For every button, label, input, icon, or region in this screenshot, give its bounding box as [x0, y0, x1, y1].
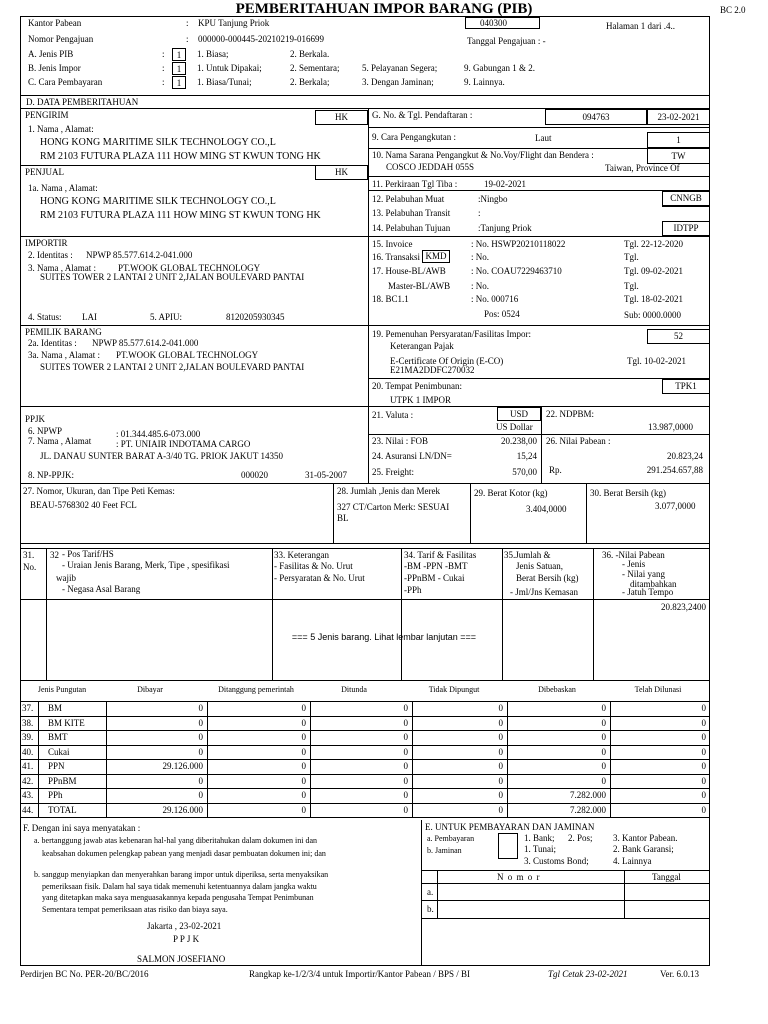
field-23-label: 23. Nilai : FOB: [372, 436, 429, 446]
jaminan-option: 3. Customs Bond;: [524, 856, 589, 866]
field-10-value: COSCO JEDDAH 055S: [386, 162, 475, 172]
table-cell: 0: [403, 732, 408, 742]
impor-option: 9. Gabungan 1 & 2.: [464, 63, 535, 73]
table-cell: 0: [701, 790, 706, 800]
declaration-a: a. bertanggung jawab atas kebenaran hal-hal yang diberitahukan dalam dokumen ini dan: [34, 836, 318, 845]
colon: :: [186, 18, 189, 28]
ppjk-alamat: JL. DANAU SUNTER BARAT A-3/40 TG. PRIOK JAKUT 14350: [40, 451, 284, 461]
table-cell: 0: [403, 746, 408, 757]
field-14-code: IDTPP: [662, 221, 710, 236]
cara-bayar-label: C. Cara Pembayaran: [28, 77, 103, 87]
importir-identitas-label: 2. Identitas :: [28, 250, 73, 260]
table-cell: 0: [498, 790, 503, 800]
field-29-value: 3.404,0000: [526, 504, 567, 514]
col-34-header: 34. Tarif & Fasilitas: [404, 550, 477, 560]
colon: :: [162, 63, 165, 73]
pib-option: 2. Berkala.: [290, 49, 330, 59]
field-19-number: E21MA2DDFC270032: [390, 365, 475, 375]
table-cell: 0: [198, 703, 203, 713]
pengirim-alamat: RM 2103 FUTURA PLAZA 111 HOW MING ST KWUN TONG HK: [40, 151, 321, 162]
np-ppjk-value: 000020: [241, 470, 268, 480]
field-28-value: 327 CT/Carton Merk: SESUAI: [337, 502, 450, 512]
barang-total: 20.823,2400: [661, 602, 706, 612]
col-36-header: - Nilai yang: [622, 569, 665, 579]
field-9-value: Laut: [535, 133, 552, 143]
table-cell: 0: [601, 703, 606, 713]
table-row-jenis: PPN: [48, 761, 65, 771]
field-19-cert: E-Certificate Of Origin (E-CO): [390, 356, 504, 366]
field-20-value: UTPK 1 IMPOR: [390, 395, 452, 405]
form-code: BC 2.0: [720, 5, 746, 15]
field-15-value: : No. HSWP20210118022: [471, 239, 566, 249]
table-cell: 0: [498, 746, 503, 757]
pungutan-header: Ditunda: [341, 685, 367, 694]
row-a-label: a.: [427, 887, 434, 897]
table-cell: 0: [301, 790, 306, 800]
table-cell: 0: [198, 732, 203, 742]
ppjk-nama: : PT. UNIAIR INDOTAMA CARGO: [116, 439, 251, 449]
field-16-label: 16. Transaksi: [372, 252, 421, 262]
signature-role: P P J K: [173, 934, 200, 944]
declaration-title: F. Dengan ini saya menyatakan :: [23, 823, 141, 833]
field-13-label: 13. Pelabuhan Transit: [372, 208, 451, 218]
declaration-a: keabsahan dokumen pelengkap pabean yang menjadi dasar pembuatan dokumen ini; dan: [42, 849, 326, 858]
table-row-line: [20, 803, 710, 804]
table-row-number: 42.: [22, 775, 34, 786]
table-cell: 0: [701, 746, 706, 757]
table-cell: 0: [701, 717, 706, 728]
pembayaran-label: a. Pembayaran: [427, 834, 475, 843]
col-35-header: Berat Bersih (kg): [516, 573, 579, 583]
table-row-line: [20, 817, 710, 818]
field-10-label: 10. Nama Sarana Pengangkut & No.Voy/Flight dan Bendera :: [372, 150, 594, 160]
table-cell: 29.126.000: [162, 804, 203, 815]
col-32: 32: [50, 550, 59, 560]
importir-alamat: SUITES TOWER 2 LANTAI 2 UNIT 2,JALAN BOULEVARD PANTAI: [40, 272, 305, 282]
field-19-date: Tgl. 10-02-2021: [627, 356, 686, 366]
table-row-jenis: TOTAL: [48, 804, 77, 815]
field-16-value: : No.: [471, 252, 489, 262]
pib-option: 1. Biasa;: [197, 49, 229, 59]
np-ppjk-date: 31-05-2007: [305, 470, 347, 480]
field-24-label: 24. Asuransi LN/DN=: [372, 451, 452, 461]
table-cell: 0: [301, 732, 306, 742]
field-23-value: 20.238,00: [501, 436, 537, 446]
jenis-pib-label: A. Jenis PIB: [28, 49, 74, 59]
table-row-number: 40.: [22, 746, 34, 757]
jenis-impor-label: B. Jenis Impor: [28, 63, 81, 73]
col-34-header: -PPnBM - Cukai: [404, 573, 465, 583]
field-19-ket: Keterangan Pajak: [390, 341, 454, 351]
tanggal-header: Tanggal: [652, 872, 681, 882]
table-row-jenis: PPh: [48, 790, 63, 800]
col-31: 31.: [23, 550, 35, 560]
apiu-label: 5. APIU:: [150, 312, 183, 322]
table-cell: 7.282.000: [570, 804, 606, 815]
field-14-label: 14. Pelabuhan Tujuan: [372, 223, 451, 233]
field-13-value: :: [478, 208, 481, 218]
table-cell: 0: [198, 790, 203, 800]
bayar-option: 3. Kantor Pabean.: [613, 833, 678, 843]
table-cell: 0: [701, 804, 706, 815]
col-32-header: - Uraian Jenis Barang, Merk, Tipe , spesifikasi: [62, 560, 230, 570]
col-33-header: 33. Keterangan: [274, 550, 329, 560]
signature-place: Jakarta , 23-02-2021: [147, 921, 222, 931]
importir-nama-label: 3. Nama , Alamat :: [28, 263, 96, 273]
row-b-label: b.: [427, 904, 434, 914]
footer-print-date: Tgl Cetak 23-02-2021: [548, 969, 628, 979]
table-row-line: [20, 716, 710, 717]
table-cell: 0: [498, 732, 503, 742]
table-row-line: [20, 759, 710, 760]
field-27-value: BEAU-5768302 40 Feet FCL: [30, 500, 137, 510]
field-25-label: 25. Freight:: [372, 467, 414, 477]
table-cell: 0: [498, 775, 503, 786]
table-cell: 0: [301, 804, 306, 815]
field-10-code: TW: [647, 148, 710, 164]
currency-name: US Dollar: [496, 422, 533, 432]
pemilik-identitas-label: 2a. Identitas :: [28, 338, 77, 348]
impor-option: 2. Sementara;: [290, 63, 340, 73]
field-26-rp-label: Rp.: [549, 465, 562, 475]
col-36-header: ditambahkan: [630, 579, 677, 589]
jaminan-option: 1. Tunai;: [524, 844, 557, 854]
colon: :: [162, 49, 165, 59]
field-15-date: Tgl. 22-12-2020: [624, 239, 683, 249]
table-row-jenis: BMT: [48, 732, 68, 742]
table-cell: 0: [701, 761, 706, 771]
master-bl-date: Tgl.: [624, 281, 639, 291]
table-cell: 29.126.000: [162, 761, 203, 771]
nomor-header: N o m o r: [497, 872, 541, 882]
bayar-option: 1. Bank;: [524, 833, 555, 843]
col-33-header: - Fasilitas & No. Urut: [274, 561, 353, 571]
field-18-label: 18. BC1.1: [372, 294, 409, 304]
col-36-header: - Jatuh Tempo: [622, 587, 674, 597]
pemilik-alamat: SUITES TOWER 2 LANTAI 2 UNIT 2,JALAN BOULEVARD PANTAI: [40, 362, 305, 372]
ppjk-label: PPJK: [25, 414, 46, 424]
pungutan-header: Ditanggung pemerintah: [218, 685, 294, 694]
field-22-value: 13.987,0000: [648, 422, 693, 432]
footer-regulation: Perdirjen BC No. PER-20/BC/2016: [20, 969, 149, 979]
table-row-number: 44.: [22, 804, 34, 815]
master-bl-value: : No.: [471, 281, 489, 291]
col-35-header: 35.Jumlah &: [504, 550, 551, 560]
field-20-code: TPK1: [662, 379, 710, 394]
kantor-value: KPU Tanjung Priok: [198, 18, 270, 28]
master-bl-label: Master-BL/AWB: [388, 281, 451, 291]
field-12-value: :Ningbo: [478, 194, 508, 204]
field-28-value: BL: [337, 513, 349, 523]
jaminan-label: b. Jaminan: [427, 846, 462, 855]
field-12-code: CNNGB: [662, 191, 710, 206]
field-18-date: Tgl. 18-02-2021: [624, 294, 683, 304]
table-cell: 0: [601, 732, 606, 742]
footer-copies: Rangkap ke-1/2/3/4 untuk Importir/Kantor Pabean / BPS / BI: [249, 969, 470, 979]
table-cell: 0: [601, 775, 606, 786]
form-title: PEMBERITAHUAN IMPOR BARANG (PIB): [235, 1, 533, 17]
field-26-usd: 20.823,24: [667, 451, 703, 461]
ppjk-npwp-label: 6. NPWP: [28, 426, 63, 436]
field-16-code: KMD: [422, 250, 450, 263]
table-row-line: [20, 745, 710, 746]
col-36-header: 36. -Nilai Pabean: [602, 550, 665, 560]
registration-date: 23-02-2021: [647, 109, 710, 125]
status-label: 4. Status:: [28, 312, 62, 322]
pungutan-header: Telah Dilunasi: [634, 685, 682, 694]
field-21-label: 21. Valuta :: [372, 410, 414, 420]
table-cell: 0: [301, 775, 306, 786]
field-28-label: 28. Jumlah ,Jenis dan Merek: [337, 486, 440, 496]
nomor-label: Nomor Pengajuan: [28, 34, 94, 44]
col-32-header: - Negasa Asal Barang: [62, 584, 141, 594]
jaminan-box: [498, 833, 518, 859]
field-10-flag: Taiwan, Province Of: [605, 163, 680, 173]
field-17-value: : No. COAU7229463710: [471, 266, 562, 276]
field-26-rp: 291.254.657,88: [646, 465, 703, 475]
currency-code: USD: [497, 407, 541, 421]
col-31: No.: [23, 562, 37, 572]
table-cell: 0: [498, 804, 503, 815]
pos-value: Pos: 0524: [484, 309, 520, 319]
field-11-value: 19-02-2021: [484, 179, 526, 189]
declaration-b: b. sanggup menyiapkan dan menyerahkan barang impor untuk diperiksa, serta menyaksikan: [34, 870, 329, 879]
penjual-alamat: RM 2103 FUTURA PLAZA 111 HOW MING ST KWUN TONG HK: [40, 210, 321, 221]
pemilik-identitas: NPWP 85.577.614.2-041.000: [92, 338, 199, 348]
declaration-b: pemeriksaan fisik. Dalam hal saya tidak memenuhi ketentuannya dalam jangka waktu: [42, 882, 317, 891]
kantor-label: Kantor Pabean: [28, 18, 82, 28]
table-cell: 0: [403, 775, 408, 786]
ppjk-nama-label: 7. Nama , Alamat: [28, 436, 92, 446]
table-cell: 0: [701, 775, 706, 786]
table-cell: 0: [403, 703, 408, 713]
impor-option: 5. Pelayanan Segera;: [362, 63, 438, 73]
col-35-header: Jenis Satuan,: [516, 561, 563, 571]
table-row-jenis: BM KITE: [48, 717, 85, 728]
table-cell: 0: [403, 804, 408, 815]
table-cell: 7.282.000: [570, 790, 606, 800]
cara-bayar-box: 1: [172, 76, 186, 89]
field-18-value: : No. 000716: [471, 294, 519, 304]
field-12-label: 12. Pelabuhan Muat: [372, 194, 445, 204]
field-g-label: G. No. & Tgl. Pendaftaran :: [372, 110, 473, 120]
table-row-number: 41.: [22, 761, 34, 771]
ppjk-npwp: : 01.344.485.6-073.000: [116, 429, 201, 439]
registration-number: 094763: [545, 109, 647, 125]
colon: :: [186, 34, 189, 44]
field-15-label: 15. Invoice: [372, 239, 413, 249]
page-counter: Halaman 1 dari .4..: [606, 21, 675, 31]
table-row-line: [20, 701, 710, 702]
pemilik-nama-label: 3a. Nama , Alamat :: [28, 350, 100, 360]
table-row-line: [20, 774, 710, 775]
table-cell: 0: [701, 732, 706, 742]
pemilik-label: PEMILIK BARANG: [25, 327, 102, 337]
field-20-label: 20. Tempat Penimbunan:: [372, 381, 462, 391]
bayar-option: 9. Lainnya.: [464, 77, 505, 87]
table-row-jenis: Cukai: [48, 746, 70, 757]
field-29-label: 29. Berat Kotor (kg): [474, 488, 548, 498]
table-cell: 0: [601, 761, 606, 771]
col-36-header: - Jenis: [622, 559, 646, 569]
signer-name: SALMON JOSEFIANO: [137, 954, 226, 964]
pungutan-header: Jenis Pungutan: [37, 685, 87, 694]
col-34-header: -PPh: [404, 585, 422, 595]
pungutan-header: Tidak Dipungut: [428, 685, 480, 694]
field-30-value: 3.077,0000: [655, 501, 696, 511]
table-cell: 0: [301, 746, 306, 757]
table-row-number: 37.: [22, 703, 34, 713]
field-9-label: 9. Cara Pengangkutan :: [372, 132, 456, 142]
table-cell: 0: [301, 761, 306, 771]
penjual-nama-label: 1a. Nama , Alamat:: [28, 183, 98, 193]
table-cell: 0: [198, 717, 203, 728]
table-row-number: 43.: [22, 790, 34, 800]
table-cell: 0: [198, 775, 203, 786]
penjual-nama: HONG KONG MARITIME SILK TECHNOLOGY CO.,L: [40, 196, 276, 207]
col-35-header: - Jml/Jns Kemasan: [510, 587, 578, 597]
penjual-label: PENJUAL: [25, 167, 65, 177]
nomor-value: 000000-000445-20210219-016699: [198, 34, 324, 44]
pengirim-label: PENGIRIM: [25, 110, 69, 120]
colon: :: [162, 77, 165, 87]
field-30-label: 30. Berat Bersih (kg): [590, 488, 666, 498]
jaminan-option: 4. Lainnya: [613, 856, 652, 866]
table-cell: 0: [601, 717, 606, 728]
jenis-impor-box: 1: [172, 62, 186, 75]
pengirim-country: HK: [315, 110, 368, 125]
table-cell: 0: [198, 746, 203, 757]
field-17-label: 17. House-BL/AWB: [372, 266, 446, 276]
continuation-note: === 5 Jenis barang. Lihat lembar lanjutan ===: [291, 632, 477, 642]
jenis-pib-box: 1: [172, 48, 186, 61]
field-27-label: 27. Nomor, Ukuran, dan Tipe Peti Kemas:: [23, 486, 175, 496]
pungutan-header: Dibebaskan: [538, 685, 576, 694]
table-cell: 0: [498, 761, 503, 771]
table-row-number: 39.: [22, 732, 34, 742]
apiu-value: 8120205930345: [226, 312, 285, 322]
table-cell: 0: [498, 703, 503, 713]
field-25-value: 570,00: [512, 467, 537, 477]
section-d-title: D. DATA PEMBERITAHUAN: [26, 97, 139, 107]
field-19-label: 19. Pemenuhan Persyaratan/Fasilitas Impor:: [372, 329, 531, 339]
pengirim-nama-label: 1. Nama , Alamat:: [28, 124, 94, 134]
field-11-label: 11. Perkiraan Tgl Tiba :: [372, 179, 458, 189]
table-cell: 0: [601, 746, 606, 757]
field-24-value: 15,24: [516, 451, 537, 461]
penjual-country: HK: [315, 165, 368, 180]
importir-identitas: NPWP 85.577.614.2-041.000: [86, 250, 193, 260]
table-cell: 0: [301, 703, 306, 713]
col-32-header: - Pos Tarif/HS: [62, 549, 114, 559]
np-ppjk-label: 8. NP-PPJK:: [28, 470, 75, 480]
table-row-jenis: PPnBM: [48, 775, 77, 786]
bayar-option: 3. Dengan Jaminan;: [362, 77, 434, 87]
table-row-line: [20, 788, 710, 789]
impor-option: 1. Untuk Dipakai;: [197, 63, 262, 73]
declaration-b: yang ditetapkan maka saya menguasakannya kepada pengusaha Tempat Penimbunan: [42, 893, 314, 902]
bayar-option: 2. Berkala;: [290, 77, 330, 87]
tgl-pengajuan: Tanggal Pengajuan : -: [467, 36, 546, 46]
declaration-b: Sementara tempat pemeriksaan atas risiko dan biaya saya.: [42, 905, 228, 914]
sub-value: Sub: 0000.0000: [624, 310, 682, 320]
bayar-option: 1. Biasa/Tunai;: [197, 77, 252, 87]
importir-nama: PT.WOOK GLOBAL TECHNOLOGY: [118, 263, 261, 273]
pengirim-nama: HONG KONG MARITIME SILK TECHNOLOGY CO.,L: [40, 137, 276, 148]
pungutan-header: Dibayar: [137, 685, 163, 694]
bayar-option: 2. Pos;: [568, 833, 593, 843]
table-cell: 0: [403, 717, 408, 728]
status-value: LAI: [82, 312, 97, 322]
field-19-code: 52: [647, 329, 710, 344]
importir-label: IMPORTIR: [25, 238, 68, 248]
field-14-value: :Tanjung Priok: [478, 223, 532, 233]
table-cell: 0: [498, 717, 503, 728]
table-cell: 0: [403, 790, 408, 800]
field-26-label: 26. Nilai Pabean :: [546, 436, 611, 446]
jaminan-title: E. UNTUK PEMBAYARAN DAN JAMINAN: [425, 822, 595, 832]
table-cell: 0: [301, 717, 306, 728]
field-17-date: Tgl. 09-02-2021: [624, 266, 683, 276]
table-cell: 0: [403, 761, 408, 771]
table-cell: 0: [701, 703, 706, 713]
col-33-header: - Persyaratan & No. Urut: [274, 573, 365, 583]
col-34-header: -BM -PPN -BMT: [404, 561, 468, 571]
field-16-date: Tgl.: [624, 252, 639, 262]
table-row-jenis: BM: [48, 703, 63, 713]
kantor-code: 040300: [465, 17, 540, 29]
field-9-code: 1: [647, 132, 710, 148]
table-row-number: 38.: [22, 717, 34, 728]
table-row-line: [20, 730, 710, 731]
footer-version: Ver. 6.0.13: [660, 969, 699, 979]
field-22-label: 22. NDPBM:: [546, 409, 595, 419]
jaminan-option: 2. Bank Garansi;: [613, 844, 674, 854]
col-32-header: wajib: [56, 573, 76, 583]
pemilik-nama: PT.WOOK GLOBAL TECHNOLOGY: [116, 350, 259, 360]
